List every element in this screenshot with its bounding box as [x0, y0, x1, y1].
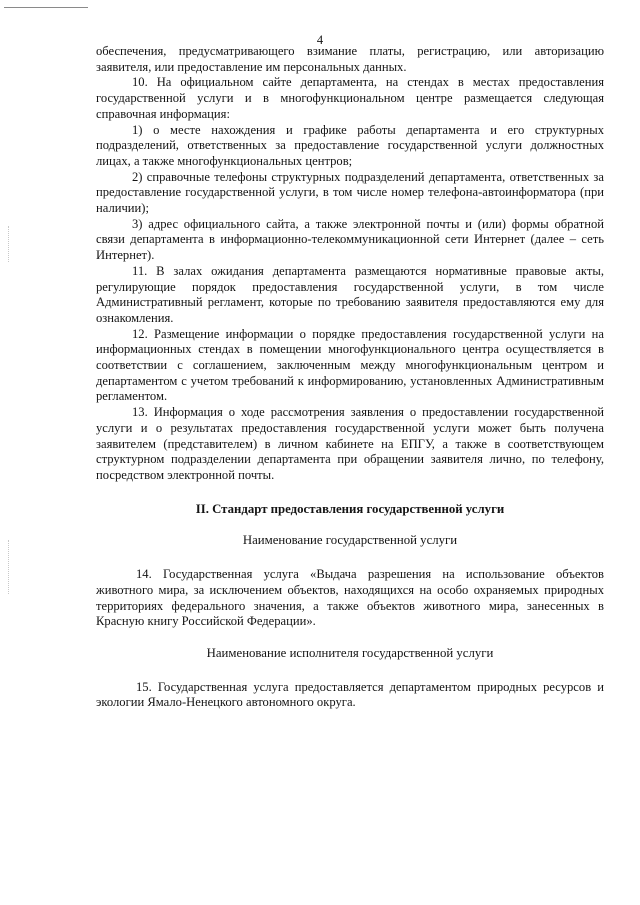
list-item-2: 2) справочные телефоны структурных подразделений департамента, ответственных за предоставление государственной услуги, в том числе номер телефона-автоинформатора (при наличии); [96, 169, 604, 216]
list-item-1: 1) о месте нахождения и графике работы департамента и его структурных подразделений, ответственных за предоставление государственной услуги должностных лицах, а также многофункциональных центров; [96, 122, 604, 168]
paragraph-12: 12. Размещение информации о порядке предоставления государственной услуги на информационных стендах в помещении многофункционального центра осуществляется в соответствии с соглашением, заключенным между многофункциональным центром и департаментом с учетом требований к информированию, установленных Административным регламентом. [96, 326, 604, 404]
section-title: II. Стандарт предоставления государственной услуги [195, 501, 505, 516]
page-number: 4 [316, 33, 324, 47]
list-item-3: 3) адрес официального сайта, а также электронной почты и (или) формы обратной связи департамента в информационно-телекоммуникационной сети Интернет (далее – сеть Интернет). [96, 216, 604, 263]
paragraph-10: 10. На официальном сайте департамента, на стендах в местах предоставления государственной услуги и в многофункциональном центре размещается следующая справочная информация: [96, 75, 604, 121]
paragraph-11: 11. В залах ожидания департамента размещаются нормативные правовые акты, регулирующие порядок предоставления государственной услуги, в том числе Административный регламент, которые по требованию заявителя предоставляются ему для ознакомления. [96, 263, 604, 325]
document-body [96, 44, 604, 711]
paragraph-15: 15. Государственная услуга предоставляется департаментом природных ресурсов и экологии Ямало-Ненецкого автономного округа. [96, 679, 604, 710]
scan-margin-dots [8, 226, 11, 262]
scan-margin-dots [8, 540, 11, 594]
subheading-service-provider: Наименование исполнителя государственной услуги [206, 645, 494, 660]
paragraph-13: 13. Информация о ходе рассмотрения заявления о предоставлении государственной услуги и о результатах предоставления государственной услуги может быть получена заявителем (представителем) в личном кабинете на ЕПГУ, а также в соответствующем структурном подразделении департамента при обращении заявителя лично, по телефону, посредством электронной почты. [96, 405, 604, 482]
subheading-service-name: Наименование государственной услуги [242, 533, 458, 548]
paragraph-14: 14. Государственная услуга «Выдача разрешения на использование объектов животного мира, за исключением объектов, находящихся на особо охраняемых природных территориях федерального значения, а также объектов животного мира, занесенных в Красную книгу Российской Федерации». [96, 567, 604, 629]
corner-scan-line [4, 7, 88, 8]
paragraph-continuation: обеспечения, предусматривающего взимание платы, регистрацию, или авторизацию заявителя, или предоставление им персональных данных. [96, 44, 604, 74]
